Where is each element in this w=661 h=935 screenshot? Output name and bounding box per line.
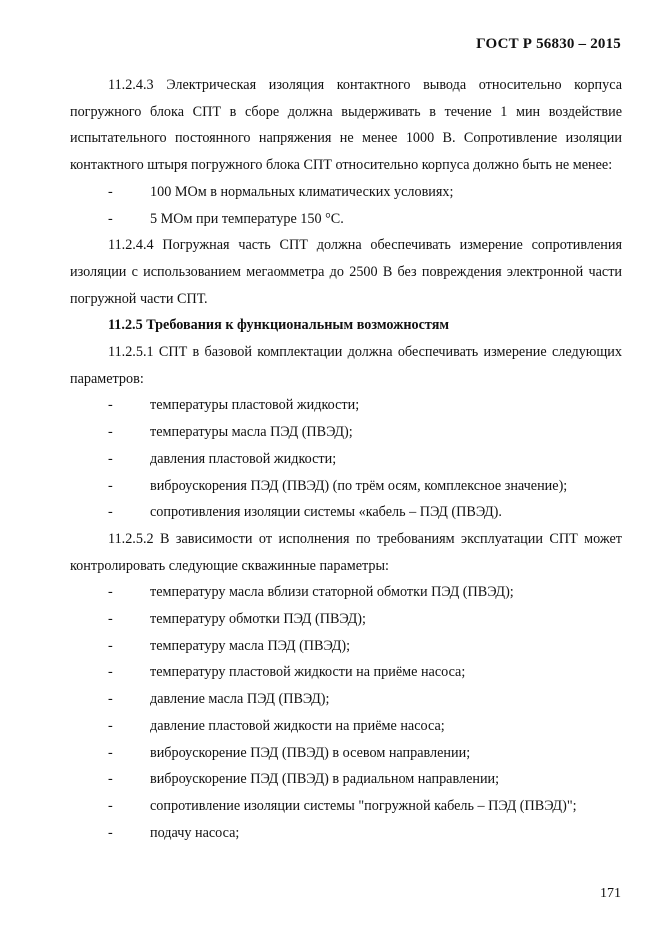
list-dash: - <box>108 424 113 441</box>
list-item <box>70 206 622 233</box>
list-item-text: 5 МОм при температуре 150 °С. <box>150 210 344 227</box>
list-item-text: виброускорения ПЭД (ПВЭД) (по трём осям, комплексное значение); <box>150 477 568 494</box>
list-dash: - <box>108 771 113 788</box>
list-dash: - <box>108 744 113 761</box>
list-item-text: давление масла ПЭД (ПВЭД); <box>150 691 330 708</box>
list-item <box>70 419 622 446</box>
list-dash: - <box>108 210 113 227</box>
section-heading-11-2-5: 11.2.5 Требования к функциональным возможностям <box>108 317 450 334</box>
list-item <box>70 686 622 713</box>
list-item-text: 100 МОм в нормальных климатических условиях; <box>150 183 454 200</box>
list-item <box>70 659 622 686</box>
list-dash: - <box>108 824 113 841</box>
list-item-text: давление пластовой жидкости на приёме насоса; <box>150 717 445 734</box>
paragraph-11-2-4-4: 11.2.4.4 Погружная часть СПТ должна обеспечивать измерение сопротивления изоляции с использованием мегаомметра до 2500 В без повреждения электронной части погружной части СПТ. <box>70 237 622 307</box>
list-item <box>70 499 622 526</box>
paragraph-11-2-5-2: 11.2.5.2 В зависимости от исполнения по требованиям эксплуатации СПТ может контролировать следующие скважинные параметры: <box>70 530 622 574</box>
list-item-text: температуру масла вблизи статорной обмотки ПЭД (ПВЭД); <box>150 584 514 601</box>
list-item-text: температуры пластовой жидкости; <box>150 397 360 414</box>
list-dash: - <box>108 717 113 734</box>
list-item <box>70 473 622 500</box>
list-dash: - <box>108 797 113 814</box>
paragraph-11-2-4-3: 11.2.4.3 Электрическая изоляция контактного вывода относительно корпуса погружного блока СПТ в сборе должна выдерживать в течение 1 мин воздействие испытательного постоянного напряжения не менее 1000 В. Сопротивление изоляции контактного штыря погружного блока СПТ относительно корпуса должно быть не менее: <box>70 77 622 174</box>
page-number: 171 <box>600 886 621 901</box>
list-item-text: температуры масла ПЭД (ПВЭД); <box>150 424 353 441</box>
list-item <box>70 606 622 633</box>
list-dash: - <box>108 397 113 414</box>
list-item-text: температуру масла ПЭД (ПВЭД); <box>150 637 351 654</box>
list-dash: - <box>108 450 113 467</box>
list-item <box>70 392 622 419</box>
list-item <box>70 633 622 660</box>
list-item-text: виброускорение ПЭД (ПВЭД) в осевом направлении; <box>150 744 471 761</box>
list-item <box>70 740 622 767</box>
list-item-text: сопротивления изоляции системы «кабель – ПЭД (ПВЭД). <box>150 504 502 521</box>
document-code-header: ГОСТ Р 56830 – 2015 <box>476 36 621 52</box>
list-item <box>70 446 622 473</box>
list-item <box>70 820 622 847</box>
list-item-text: температуру обмотки ПЭД (ПВЭД); <box>150 611 366 628</box>
paragraph-11-2-5-1: 11.2.5.1 СПТ в базовой комплектации должна обеспечивать измерение следующих параметров: <box>70 344 622 387</box>
list-dash: - <box>108 691 113 708</box>
document-body <box>70 72 622 846</box>
list-dash: - <box>108 504 113 521</box>
list-item <box>70 766 622 793</box>
list-dash: - <box>108 477 113 494</box>
list-dash: - <box>108 584 113 601</box>
list-item-text: температуру пластовой жидкости на приёме насоса; <box>150 664 466 681</box>
list-item <box>70 179 622 206</box>
list-dash: - <box>108 664 113 681</box>
list-item-text: давления пластовой жидкости; <box>150 450 337 467</box>
list-dash: - <box>108 611 113 628</box>
list-item <box>70 793 622 820</box>
list-item <box>70 579 622 606</box>
list-dash: - <box>108 637 113 654</box>
list-item-text: сопротивление изоляции системы "погружной кабель – ПЭД (ПВЭД)"; <box>150 797 577 814</box>
list-item-text: виброускорение ПЭД (ПВЭД) в радиальном направлении; <box>150 771 500 788</box>
list-dash: - <box>108 183 113 200</box>
list-item-text: подачу насоса; <box>150 824 240 841</box>
list-item <box>70 713 622 740</box>
